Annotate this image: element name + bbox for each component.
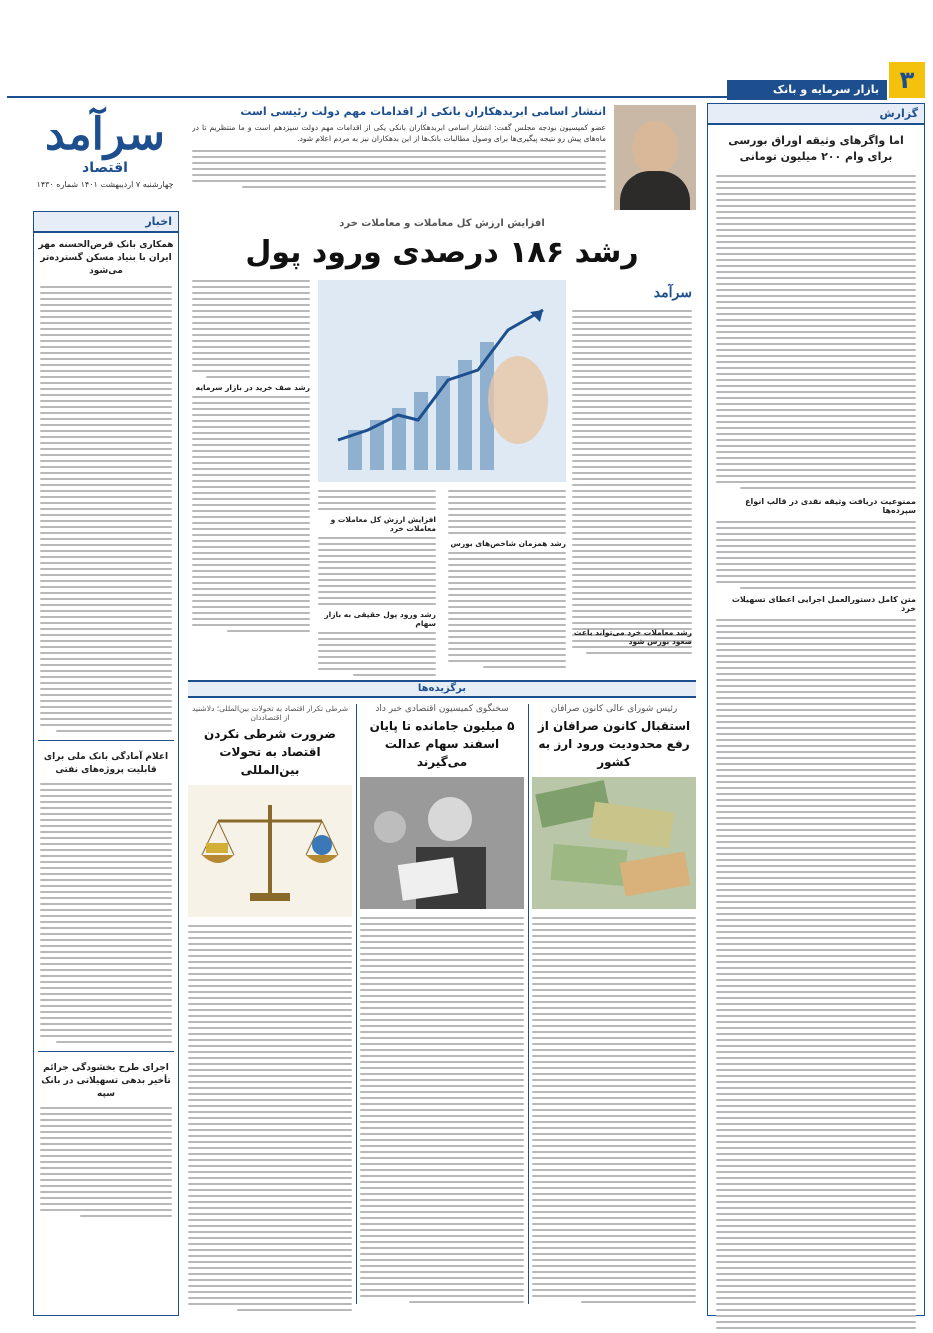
main-subhead-2: افزایش ارزش کل معاملات و معاملات خرد [330,515,436,533]
page-number: ۳ [899,66,915,94]
masthead [0,0,933,100]
byline-logo-icon [636,282,692,308]
main-col-right [572,310,692,654]
pick-1-title: استقبال کانون صرافان از رفع محدودیت ورود ارز به کشور [537,719,691,769]
logo-mark-icon [30,110,180,160]
report-header: گزارش [708,104,924,125]
pick-item-3 [188,704,352,1312]
picks-header-bar [188,680,696,698]
pick-3-title: ضرورت شرطی نکردن اقتصاد به تحولات بین‌المللی [204,727,336,777]
main-headline: رشد ۱۸۶ درصدی ورود پول [245,235,639,270]
news-item-1-title: همکاری بانک قرض‌الحسنه مهر ایران با بنیاد مسکن گسترده‌تر می‌شود [38,240,174,276]
logo-text: سرآمد [44,109,166,160]
section-title: بازار سرمایه و بانک [772,83,879,96]
top-news [190,103,696,215]
globe-icon [312,835,332,855]
byline-text: سرآمد [653,285,692,301]
scale-photo [188,785,352,917]
politician-photo [614,105,696,210]
shareholder-photo [360,777,524,909]
top-news-lead: عضو کمیسیون بودجه مجلس گفت: انتشار اسامی ابربدهکاران بانکی یکی از اقدامات مهم دولت سیزدهم است و ما منتظریم تا در ماه‌های پیش رو نتیجه پیگیری‌ها برای وصول مطالبات بانک‌ها از این بدهکاران نیز به مردم اعلام شود. [192,123,606,143]
pick-item-2 [360,704,524,1312]
report-body-1 [708,171,924,493]
main-story [188,218,696,678]
growth-chart-illustration-icon [318,280,566,482]
main-lower-cols [318,490,566,670]
section-rule [7,96,727,98]
scale-balance-icon [188,785,352,917]
picks-header: برگزیده‌ها [417,683,467,694]
page-number-badge [889,62,925,98]
main-subhead-3: رشد ورود پول حقیقی به بازار سهام [324,610,436,628]
pick-1-kicker: رئیس شورای عالی کانون صرافان [550,704,678,714]
news-item-3-title: اجرای طرح بخشودگی جرائم تأخیر بدهی تسهیلاتی در بانک سپه [41,1063,171,1099]
pick-2-kicker: سخنگوی کمیسیون اقتصادی خبر داد [375,704,509,714]
section-bar [727,80,887,100]
report-subhead-2: متن کامل دستورالعمل اجرایی اعطای تسهیلات خرد [731,595,916,613]
pick-item-1 [532,704,696,1312]
main-subhead-4: رشد صف خرید در بازار سرمایه [195,383,310,392]
chart-photo [318,280,566,482]
logo-subtext: اقتصاد [82,160,128,176]
main-kicker: افزایش ارزش کل معاملات و معاملات خرد [339,218,545,229]
news-item-2-title: اعلام آمادگی بانک ملی برای قابلیت پروژه‌های نفتی [43,752,169,775]
currency-photo [532,777,696,909]
issue-date: چهارشنبه ۷ اردیبهشت ۱۴۰۱ شماره ۱۴۳۰ [36,180,174,189]
report-title: اما واگرهای وثیقه اوراق بورسی برای وام ۲۰۰ میلیون تومانی [728,134,904,163]
main-subhead-1: رشد معاملات خرد می‌تواند باعث صعود بورس شود [573,628,692,646]
logo-block [30,110,180,205]
report-subhead-1: ممنوعیت دریافت وثیقه نقدی در قالب انواع سپرده‌ها [745,497,916,515]
news-column [33,211,179,1316]
main-subhead-5: رشد همزمان شاخص‌های بورس [450,539,566,548]
picks-section [188,680,696,1316]
pick-2-title: ۵ میلیون جامانده تا پایان اسفند سهام عدالت می‌گیرند [369,719,515,769]
pick-3-kicker: شرطی تکرار اقتصاد به تحولات بین‌المللی؛ دلاشنید از اقتصاددان [191,704,349,722]
top-news-title: انتشار اسامی ابربدهکاران بانکی از اقدامات مهم دولت رئیسی است [240,105,606,118]
main-col-left [192,280,310,632]
news-header: اخبار [34,212,178,233]
report-column [707,103,925,1316]
